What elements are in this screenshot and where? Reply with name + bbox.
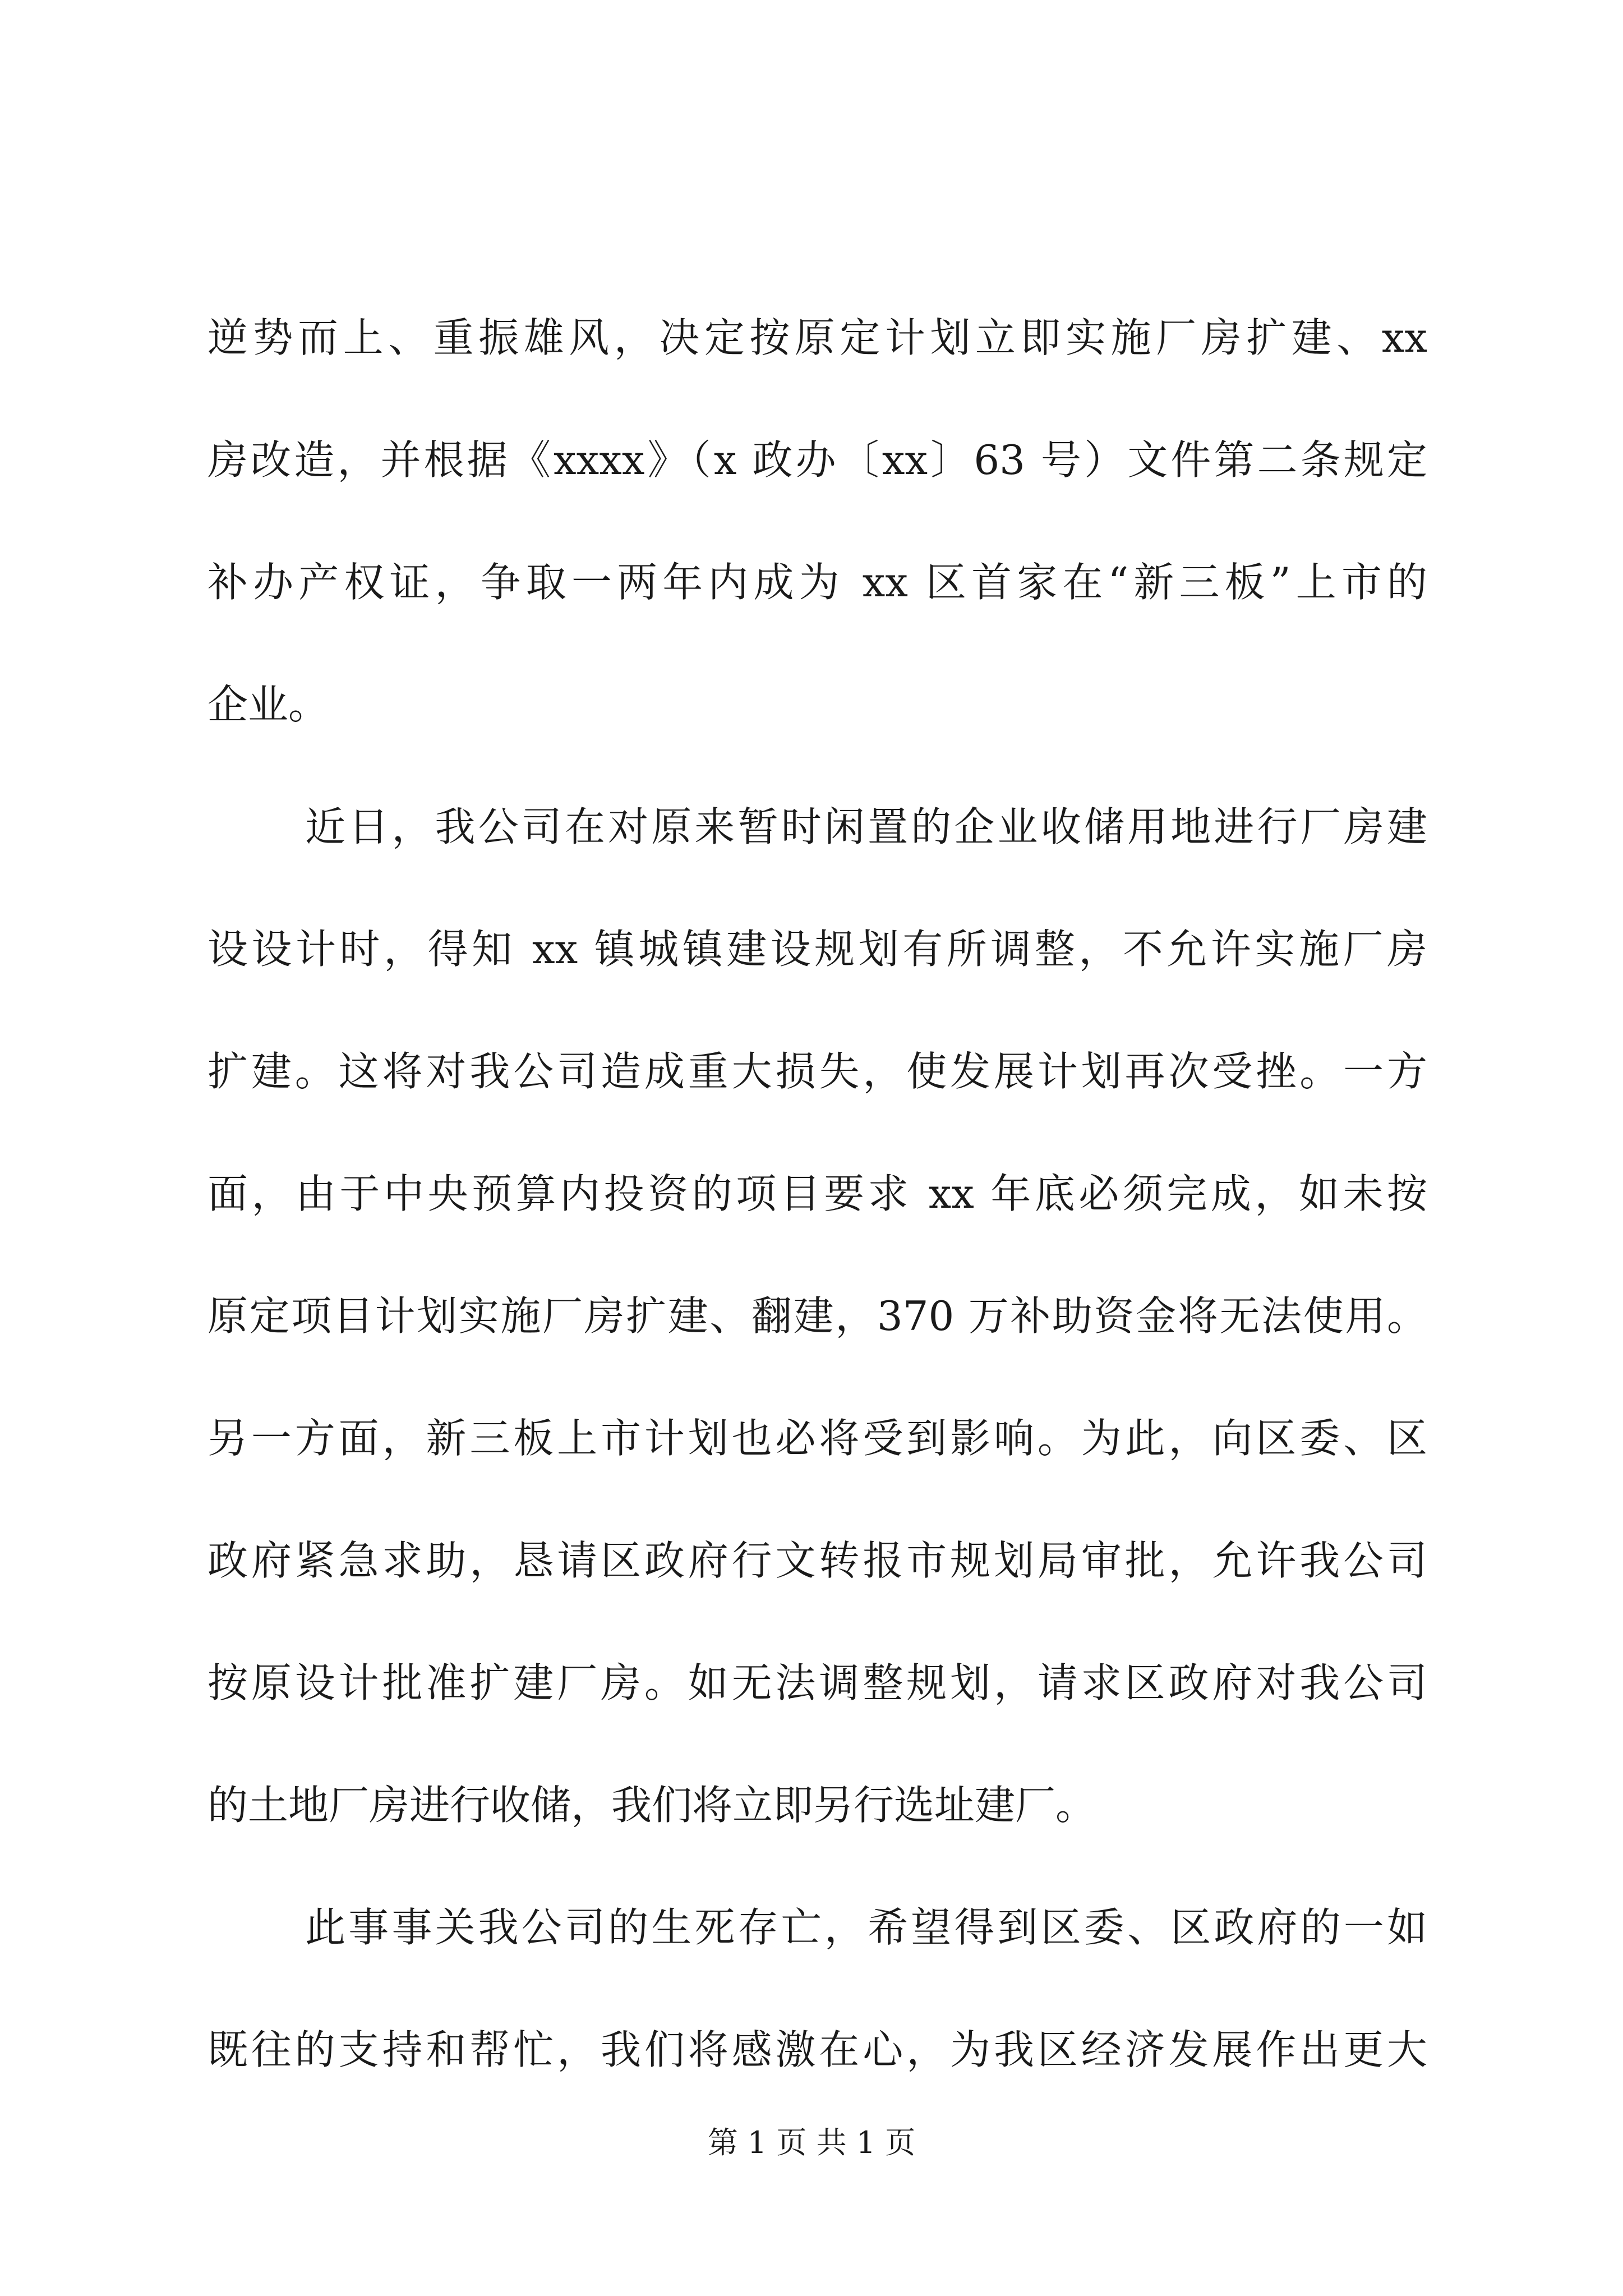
text-line: 设设计时，得知 xx 镇城镇建设规划有所调整，不允许实施厂房	[208, 926, 1427, 973]
text-line: 原定项目计划实施厂房扩建、翻建，370 万补助资金将无法使用。	[208, 1292, 1427, 1340]
text-line: 房改造，并根据《xxxx》（x 政办〔xx〕63 号）文件第二条规定	[208, 436, 1427, 484]
page-number-footer: 第 1 页 共 1 页	[707, 2125, 916, 2160]
text-line: 近日，我公司在对原来暂时闲置的企业收储用地进行厂房建	[305, 803, 1427, 850]
text-line: 按原设计批准扩建厂房。如无法调整规划，请求区政府对我公司	[208, 1659, 1427, 1706]
text-line: 另一方面，新三板上市计划也必将受到影响。为此，向区委、区	[208, 1415, 1427, 1462]
text-line: 面，由于中央预算内投资的项目要求 xx 年底必须完成，如未按	[208, 1170, 1427, 1217]
text-line: 既往的支持和帮忙，我们将感激在心，为我区经济发展作出更大	[208, 2026, 1427, 2073]
text-line: 政府紧急求助，恳请区政府行文转报市规划局审批，允许我公司	[208, 1537, 1427, 1584]
text-line: 的土地厂房进行收储，我们将立即另行选址建厂。	[208, 1782, 1096, 1829]
text-line: 扩建。这将对我公司造成重大损失，使发展计划再次受挫。一方	[208, 1048, 1427, 1095]
text-line: 逆势而上、重振雄风，决定按原定计划立即实施厂房扩建、xx	[208, 314, 1427, 361]
text-line: 企业。	[208, 681, 329, 728]
text-line: 补办产权证，争取一两年内成为 xx 区首家在“新三板”上市的	[208, 559, 1427, 606]
text-line: 此事事关我公司的生死存亡，希望得到区委、区政府的一如	[305, 1904, 1427, 1951]
